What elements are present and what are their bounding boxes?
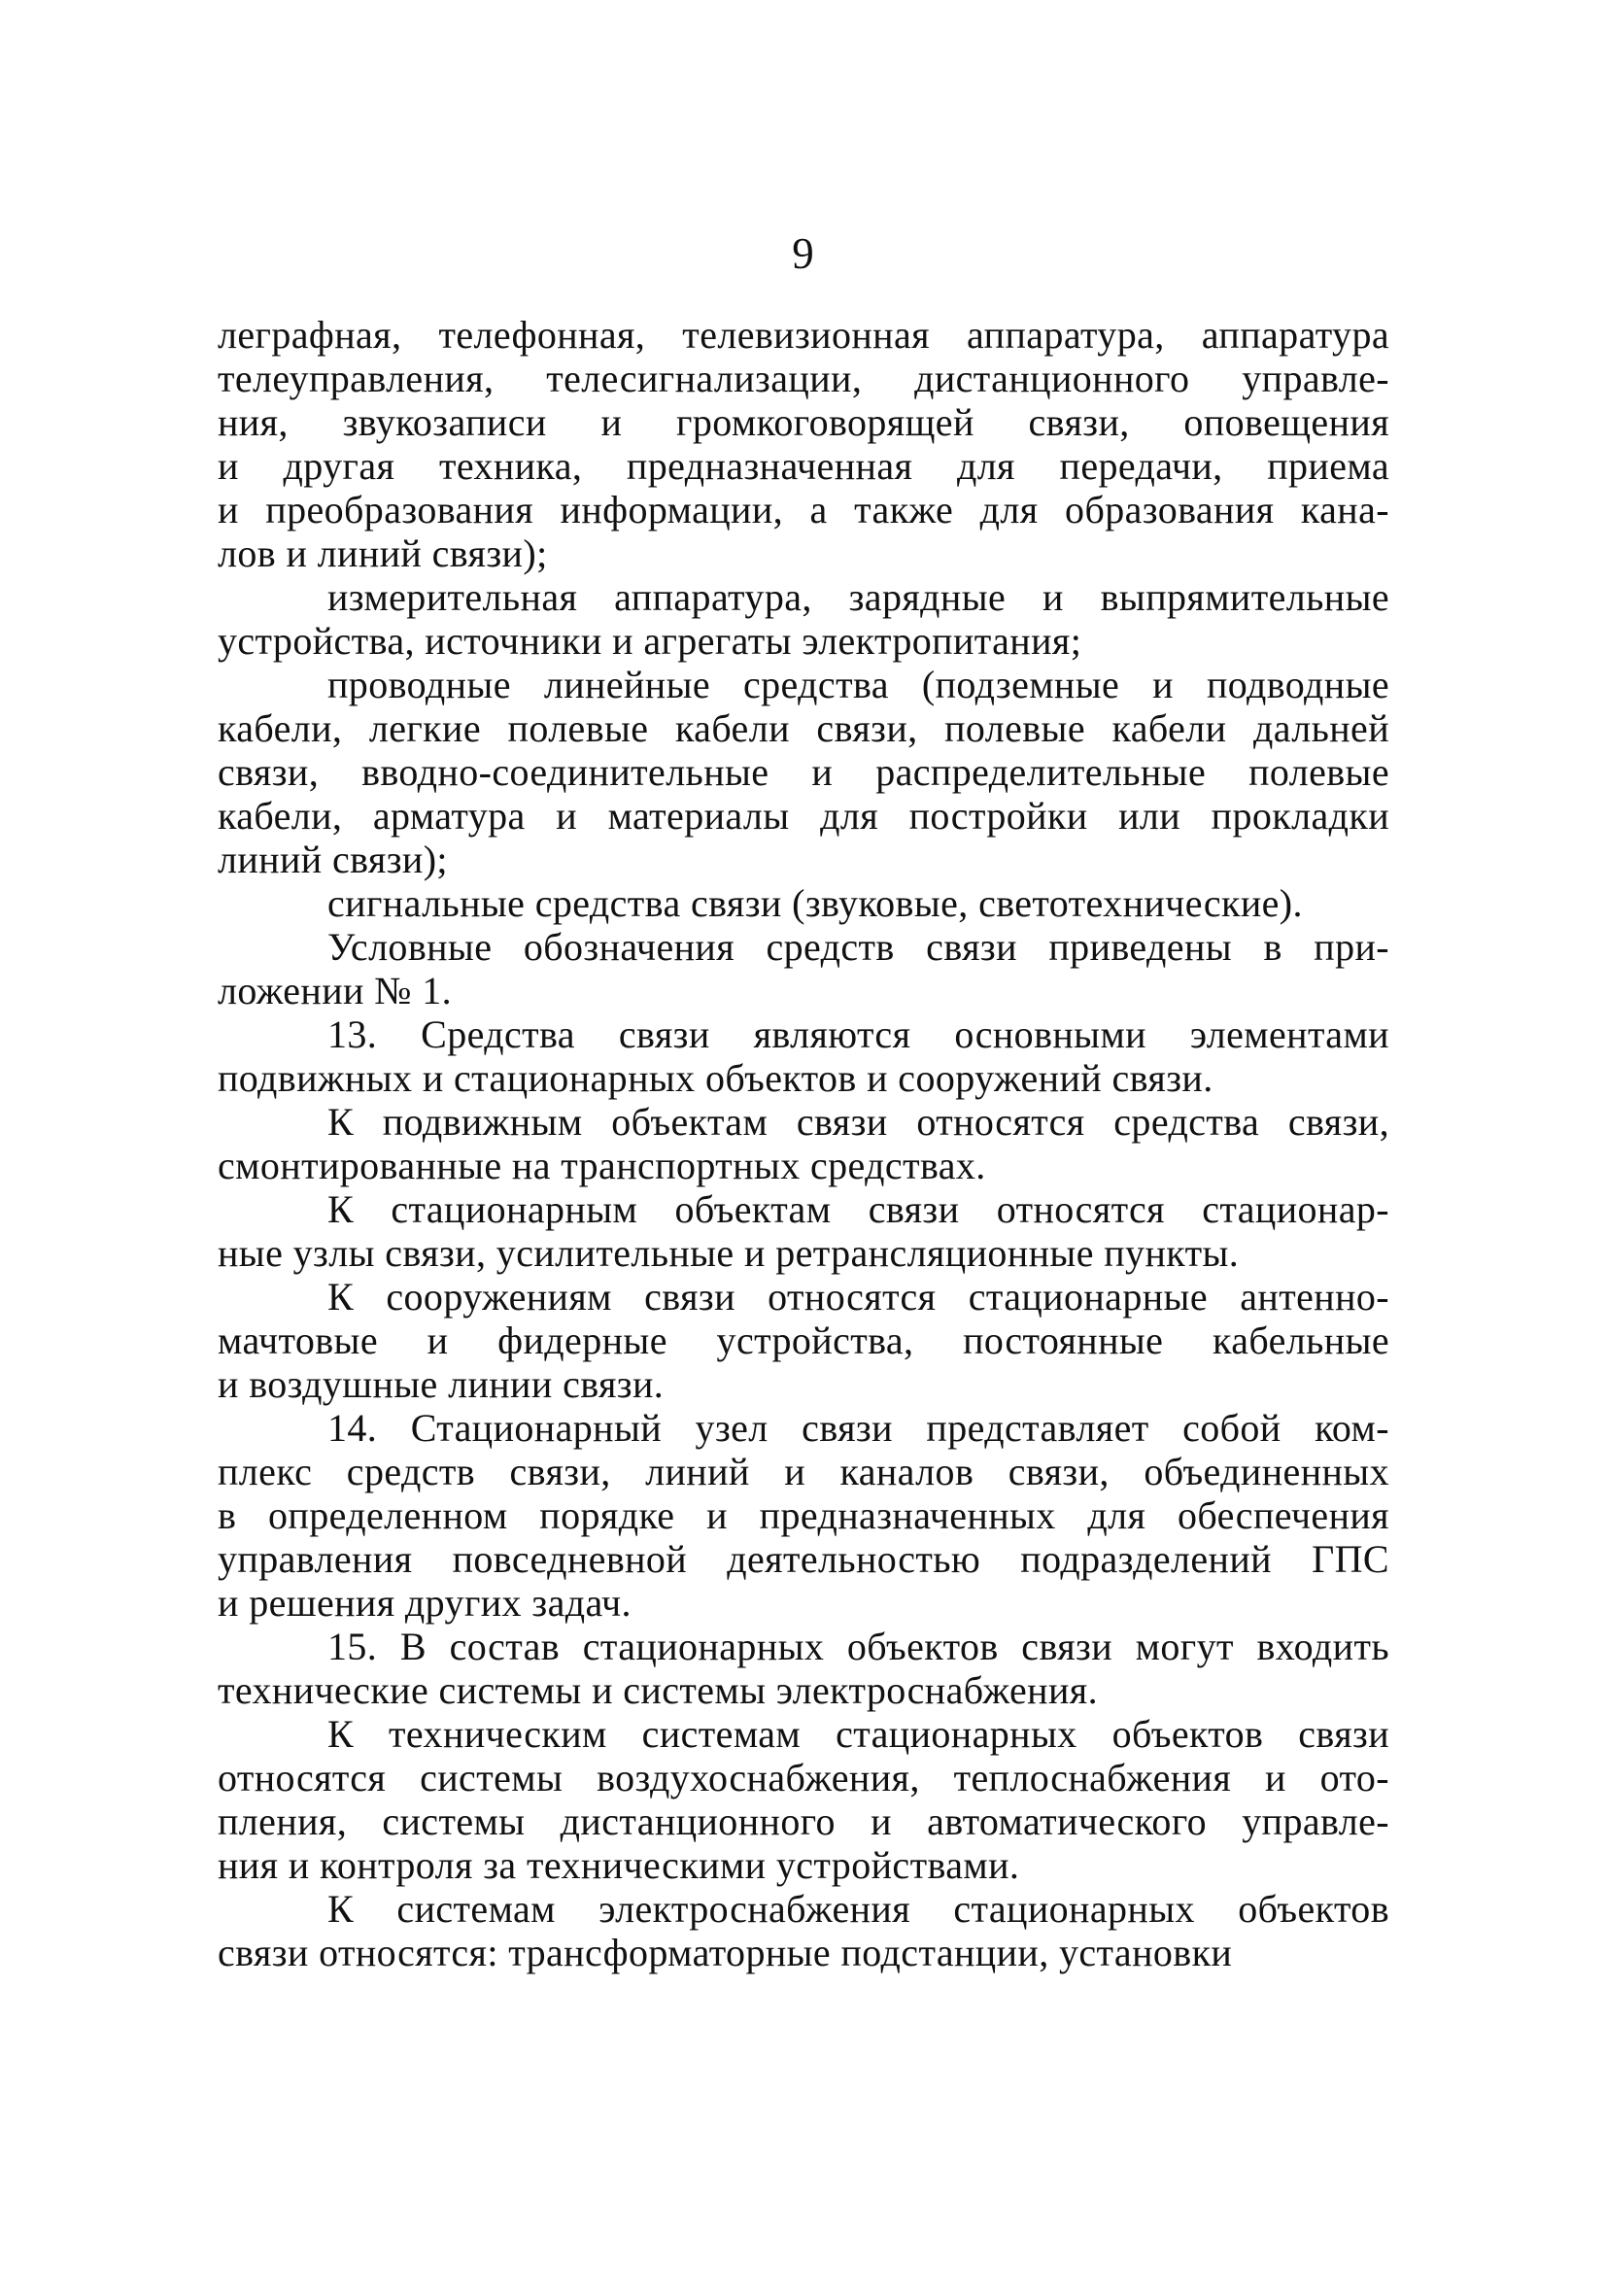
paragraph: [218, 1406, 1389, 1625]
text-line: 13. Средства связи являются основными элементами: [327, 1012, 1389, 1056]
text-line: в определенном порядке и предназначенных для обеспечения: [218, 1493, 1389, 1537]
text-line: К подвижным объектам связи относятся средства связи,: [327, 1100, 1389, 1144]
text-line: телеуправления, телесигнализации, дистанционного управле-: [218, 357, 1389, 400]
text-line: устройства, источники и агрегаты электропитания;: [218, 619, 1082, 663]
text-line: измерительная аппаратура, зарядные и выпрямительные: [327, 575, 1389, 619]
text-line: кабели, арматура и материалы для постройки или прокладки: [218, 794, 1389, 838]
text-line: пления, системы дистанционного и автоматического управле-: [218, 1799, 1389, 1843]
text-line: подвижных и стационарных объектов и сооружений связи.: [218, 1056, 1213, 1100]
text-line: ложении № 1.: [218, 969, 453, 1012]
text-line: линий связи);: [218, 838, 448, 881]
paragraph: [218, 1625, 1389, 1712]
text-line: К сооружениям связи относятся стационарные антенно-: [327, 1275, 1389, 1319]
paragraph: [218, 575, 1389, 663]
text-line: и преобразования информации, а также для образования кана-: [218, 488, 1389, 531]
text-line: леграфная, телефонная, телевизионная аппаратура, аппаратура: [218, 313, 1389, 357]
paragraph: [218, 663, 1389, 881]
text-line: Условные обозначения средств связи приведены в при-: [327, 925, 1389, 969]
paragraph: [218, 1275, 1389, 1406]
text-line: К системам электроснабжения стационарных объектов: [327, 1887, 1389, 1931]
text-line: мачтовые и фидерные устройства, постоянные кабельные: [218, 1319, 1389, 1362]
paragraph: [218, 1887, 1389, 1974]
paragraph: [218, 881, 1389, 925]
body-text: [218, 313, 1389, 1974]
text-line: управления повседневной деятельностью подразделений ГПС: [218, 1537, 1389, 1581]
text-line: смонтированные на транспортных средствах.: [218, 1144, 986, 1187]
text-line: плекс средств связи, линий и каналов связи, объединенных: [218, 1450, 1389, 1493]
page-number: 9: [792, 229, 814, 278]
text-line: связи относятся: трансформаторные подстанции, установки: [218, 1931, 1233, 1974]
text-line: относятся системы воздухоснабжения, теплоснабжения и ото-: [218, 1756, 1389, 1799]
text-line: ные узлы связи, усилительные и ретрансляционные пункты.: [218, 1231, 1240, 1275]
text-line: сигнальные средства связи (звуковые, светотехнические).: [327, 881, 1303, 925]
text-line: 14. Стационарный узел связи представляет собой ком-: [327, 1406, 1389, 1450]
text-line: 15. В состав стационарных объектов связи могут входить: [327, 1625, 1389, 1668]
paragraph: [218, 1187, 1389, 1275]
paragraph: [218, 313, 1389, 575]
text-line: ния и контроля за техническими устройствами.: [218, 1843, 1020, 1887]
paragraph: [218, 1100, 1389, 1187]
text-line: проводные линейные средства (подземные и подводные: [327, 663, 1389, 706]
text-line: связи, вводно-соединительные и распределительные полевые: [218, 750, 1389, 794]
paragraph: [218, 925, 1389, 1012]
paragraph: [218, 1712, 1389, 1887]
text-line: лов и линий связи);: [218, 531, 548, 575]
text-line: кабели, легкие полевые кабели связи, полевые кабели дальней: [218, 706, 1389, 750]
text-line: технические системы и системы электроснабжения.: [218, 1668, 1098, 1712]
text-line: и решения других задач.: [218, 1581, 632, 1625]
paragraph: [218, 1012, 1389, 1100]
text-line: К техническим системам стационарных объектов связи: [327, 1712, 1389, 1756]
text-line: и воздушные линии связи.: [218, 1362, 665, 1406]
text-line: ния, звукозаписи и громкоговорящей связи, оповещения: [218, 400, 1389, 444]
text-line: К стационарным объектам связи относятся стационар-: [327, 1187, 1389, 1231]
text-line: и другая техника, предназначенная для передачи, приема: [218, 444, 1389, 488]
